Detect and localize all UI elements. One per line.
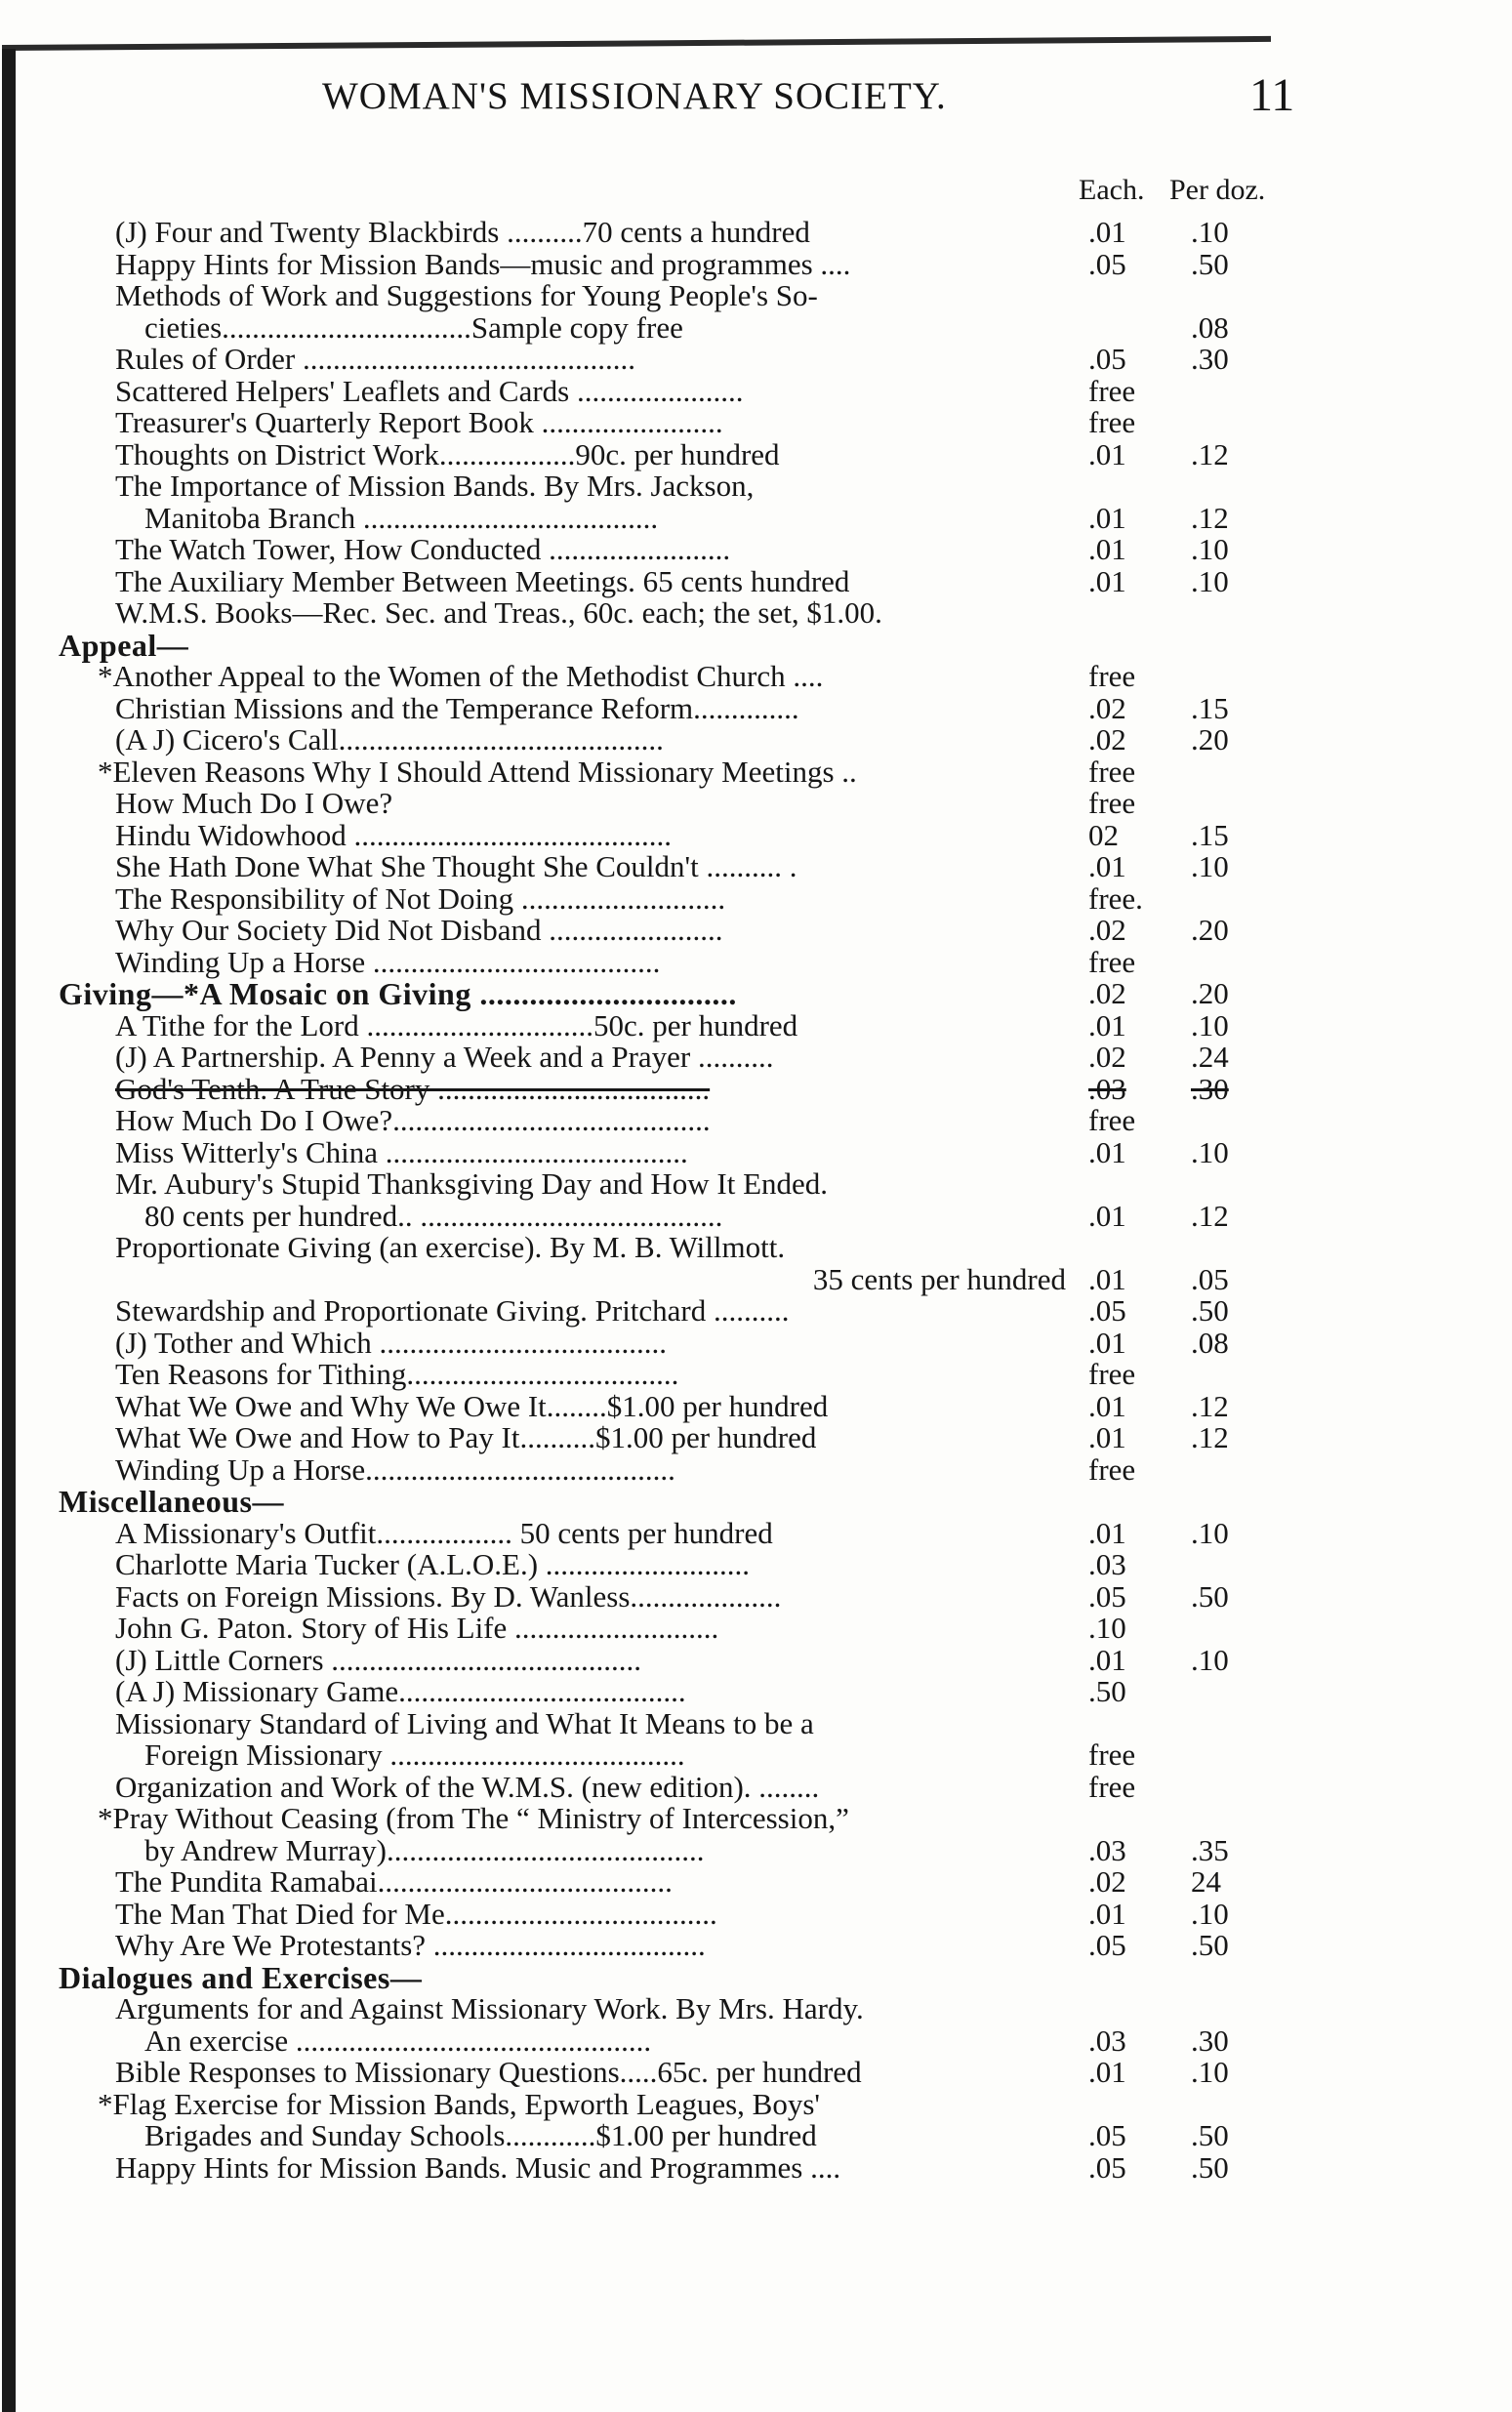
page-header (0, 68, 1512, 127)
list-item (0, 1866, 1512, 1899)
list-item (0, 344, 1512, 376)
item-title: *Another Appeal to the Women of the Methodist Church .... (98, 659, 824, 693)
price-per-dozen: .15 (1191, 690, 1229, 725)
item-title: Arguments for and Against Missionary Work. By Mrs. Hardy. (115, 1991, 864, 2025)
price-each: .01 (1088, 436, 1126, 471)
item-title: The Pundita Ramabai....................................... (115, 1864, 673, 1899)
item-title: How Much Do I Owe?.......................................... (115, 1103, 711, 1137)
item-title: (J) Little Corners ......................................... (115, 1642, 642, 1677)
item-title: Rules of Order ............................................ (115, 342, 635, 376)
price-each: .02 (1088, 690, 1126, 725)
price-each: free (1088, 944, 1136, 979)
price-per-dozen: .50 (1191, 1293, 1229, 1328)
top-border-rule (2, 36, 1271, 51)
item-title: Happy Hints for Mission Bands—music and programmes .... (115, 246, 851, 281)
list-item (0, 1896, 1512, 1931)
list-item (0, 1042, 1512, 1074)
price-per-dozen: .50 (1191, 2149, 1229, 2185)
item-title: cieties.................................Sample copy free (144, 309, 683, 345)
list-item (0, 1388, 1512, 1423)
price-each: .05 (1088, 246, 1126, 281)
item-title: Mr. Aubury's Stupid Thanksgiving Day and How It Ended. (115, 1166, 829, 1201)
list-item (0, 407, 1512, 439)
price-each: .05 (1088, 1293, 1126, 1328)
price-each: .01 (1088, 1134, 1126, 1169)
price-each: free (1088, 405, 1136, 439)
price-each: free (1088, 1737, 1136, 1772)
item-title: Thoughts on District Work..................90c. per hundred (115, 436, 780, 471)
item-title: The Importance of Mission Bands. By Mrs. Jackson, (115, 469, 755, 503)
item-title: Miss Witterly's China ........................................ (115, 1134, 688, 1169)
list-item (0, 436, 1512, 471)
item-title: John G. Paton. Story of His Life ........................... (115, 1611, 719, 1645)
list-item (0, 788, 1512, 820)
list-item (0, 1993, 1512, 2025)
price-each: .03 (1088, 2023, 1126, 2058)
item-title: What We Owe and How to Pay It..........$1.00 per hundred (115, 1420, 817, 1454)
item-title: (A J) Cicero's Call........................................... (115, 722, 664, 756)
section-heading (0, 978, 1512, 1010)
item-title: Dialogues and Exercises— (59, 1959, 423, 1995)
price-list (0, 217, 1512, 2184)
list-item (0, 1359, 1512, 1391)
item-title: An exercise ............................................... (144, 2023, 652, 2058)
item-title: (J) A Partnership. A Penny a Week and a Prayer .......... (115, 1040, 774, 1074)
item-title: Facts on Foreign Missions. By D. Wanless.................... (115, 1578, 782, 1614)
item-title: Treasurer's Quarterly Report Book ........................ (115, 405, 723, 439)
price-each: .01 (1088, 1896, 1126, 1931)
list-item (0, 1739, 1512, 1772)
price-per-dozen: .12 (1191, 1198, 1229, 1233)
item-title: God's Tenth. A True Story .................................... (115, 1071, 711, 1106)
list-item (0, 2086, 1512, 2121)
item-title: 80 cents per hundred.. ........................................ (144, 1198, 723, 1233)
list-item (0, 1642, 1512, 1677)
price-per-dozen: .08 (1191, 309, 1229, 345)
list-item (0, 661, 1512, 693)
item-title: The Man That Died for Me.................................... (115, 1896, 717, 1931)
item-title: Scattered Helpers' Leaflets and Cards ...................... (115, 373, 744, 408)
item-title: Ten Reasons for Tithing.................................... (115, 1357, 679, 1391)
item-title: by Andrew Murray).......................................... (144, 1832, 705, 1867)
list-item (0, 1676, 1512, 1708)
item-title: She Hath Done What She Thought She Couldn't .......... . (115, 849, 797, 883)
price-per-dozen: .20 (1191, 722, 1229, 756)
section-heading (0, 1959, 1512, 1995)
item-title: (J) Tother and Which ...................................... (115, 1325, 667, 1360)
price-each: .02 (1088, 722, 1126, 756)
price-per-dozen: .20 (1191, 976, 1229, 1010)
price-each: .01 (1088, 215, 1126, 249)
list-item (0, 2120, 1512, 2152)
list-item (0, 1451, 1512, 1487)
item-title: The Auxiliary Member Between Meetings. 65 cents hundred (115, 563, 850, 598)
price-each: .10 (1088, 1611, 1126, 1645)
item-title: *Pray Without Ceasing (from The “ Ministry of Intercession,” (98, 1801, 849, 1835)
item-title: A Missionary's Outfit.................. 50 cents per hundred (115, 1515, 773, 1550)
list-item (0, 1769, 1512, 1804)
item-title: Missionary Standard of Living and What It Means to be a (115, 1705, 814, 1740)
list-item (0, 756, 1512, 789)
price-each: free (1088, 1451, 1136, 1487)
list-item (0, 1578, 1512, 1614)
list-item (0, 817, 1512, 852)
price-each: .05 (1088, 1578, 1126, 1614)
price-per-dozen: .24 (1191, 1040, 1229, 1074)
price-each: .01 (1088, 532, 1126, 566)
item-title: Brigades and Sunday Schools............$1.00 per hundred (144, 2118, 817, 2152)
price-each: .01 (1088, 1388, 1126, 1423)
price-each: 02 (1088, 817, 1119, 852)
price-each: .01 (1088, 563, 1126, 598)
item-title: Charlotte Maria Tucker (A.L.O.E.) ........................... (115, 1547, 751, 1581)
price-each: .02 (1088, 1864, 1126, 1899)
price-each: .05 (1088, 342, 1126, 376)
price-per-dozen: .10 (1191, 532, 1229, 566)
list-item (0, 1613, 1512, 1645)
item-title: Stewardship and Proportionate Giving. Pritchard .......... (115, 1293, 790, 1328)
list-item (0, 1515, 1512, 1550)
price-each: free (1088, 1357, 1136, 1391)
price-per-dozen: .10 (1191, 1642, 1229, 1677)
list-item (0, 217, 1512, 249)
price-each: .01 (1088, 1007, 1126, 1042)
list-item (0, 915, 1512, 947)
price-per-dozen: .30 (1191, 1071, 1229, 1106)
price-per-dozen: .15 (1191, 817, 1229, 852)
list-item (0, 2057, 1512, 2089)
item-title: Miscellaneous— (59, 1484, 284, 1519)
price-each: .01 (1088, 849, 1126, 883)
price-per-dozen: .05 (1191, 1261, 1229, 1296)
list-item (0, 2025, 1512, 2058)
item-title: (J) Four and Twenty Blackbirds ..........70 cents a hundred (115, 215, 810, 249)
price-per-dozen: .08 (1191, 1325, 1229, 1360)
price-each: .05 (1088, 1928, 1126, 1962)
price-per-dozen: .10 (1191, 215, 1229, 249)
price-per-dozen: .12 (1191, 500, 1229, 535)
price-each: .01 (1088, 1198, 1126, 1233)
price-per-dozen: .50 (1191, 1928, 1229, 1962)
item-title: W.M.S. Books—Rec. Sec. and Treas., 60c. each; the set, $1.00. (115, 595, 882, 630)
list-item (0, 1803, 1512, 1835)
item-title: Why Are We Protestants? .................................... (115, 1928, 706, 1962)
price-each: free (1088, 1769, 1136, 1804)
price-each: free (1088, 659, 1136, 693)
list-item (0, 1705, 1512, 1740)
price-each: .01 (1088, 1325, 1126, 1360)
list-item (0, 280, 1512, 312)
column-header-per-doz: Per doz. (1169, 174, 1266, 206)
price-each: .03 (1088, 1547, 1126, 1581)
list-item (0, 1832, 1512, 1867)
price-each: free (1088, 786, 1136, 820)
price-each: .01 (1088, 2055, 1126, 2089)
item-title: Foreign Missionary ....................................... (144, 1737, 685, 1772)
price-per-dozen: 24 (1191, 1864, 1221, 1899)
price-each: .05 (1088, 2118, 1126, 2152)
list-item (0, 1422, 1512, 1454)
price-each: .02 (1088, 913, 1126, 947)
running-title: WOMAN'S MISSIONARY SOCIETY. (322, 75, 947, 117)
list-item (0, 880, 1512, 916)
list-item (0, 1007, 1512, 1042)
list-item (0, 597, 1512, 630)
item-title: Organization and Work of the W.M.S. (new edition). ........ (115, 1769, 820, 1804)
item-title: *Eleven Reasons Why I Should Attend Missionary Meetings .. (98, 754, 857, 789)
price-per-dozen: .35 (1191, 1832, 1229, 1867)
list-item (0, 309, 1512, 345)
price-per-dozen: .10 (1191, 1896, 1229, 1931)
list-item (0, 534, 1512, 566)
list-item (0, 1261, 1512, 1296)
price-each: .02 (1088, 976, 1126, 1010)
price-each: .03 (1088, 1832, 1126, 1867)
item-title: Happy Hints for Mission Bands. Music and Programmes .... (115, 2149, 841, 2185)
list-item (0, 1549, 1512, 1581)
list-item (0, 1198, 1512, 1233)
price-each: free (1088, 373, 1136, 408)
price-each: .02 (1088, 1040, 1126, 1074)
list-item (0, 470, 1512, 503)
list-item (0, 373, 1512, 408)
list-item (0, 690, 1512, 725)
list-item (0, 1168, 1512, 1201)
item-title: Christian Missions and the Temperance Reform.............. (115, 690, 799, 725)
price-per-dozen: .10 (1191, 2055, 1229, 2089)
price-per-dozen: .30 (1191, 2023, 1229, 2058)
price-per-dozen: .12 (1191, 1420, 1229, 1454)
list-item (0, 724, 1512, 756)
price-each: free (1088, 1103, 1136, 1137)
item-title: Giving—*A Mosaic on Giving ............................... (59, 976, 737, 1011)
list-item (0, 1295, 1512, 1328)
list-item (0, 500, 1512, 535)
list-item (0, 1071, 1512, 1106)
item-title: Manitoba Branch ....................................... (144, 500, 659, 535)
section-heading (0, 627, 1512, 663)
price-each: .05 (1088, 2149, 1126, 2185)
item-title: Why Our Society Did Not Disband ....................... (115, 913, 723, 947)
price-per-dozen: .50 (1191, 246, 1229, 281)
price-per-dozen: .10 (1191, 563, 1229, 598)
list-item (0, 1105, 1512, 1137)
price-each: free. (1088, 880, 1143, 916)
item-title: The Responsibility of Not Doing ........................... (115, 880, 726, 916)
item-title: Winding Up a Horse......................................... (115, 1451, 675, 1487)
page-number: 11 (1249, 69, 1295, 121)
price-per-dozen: .10 (1191, 1134, 1229, 1169)
price-each: free (1088, 754, 1136, 789)
price-per-dozen: .30 (1191, 342, 1229, 376)
price-each: .01 (1088, 1261, 1126, 1296)
list-item (0, 563, 1512, 598)
item-title: Methods of Work and Suggestions for Young People's So- (115, 278, 818, 312)
list-item (0, 1232, 1512, 1264)
list-item (0, 1930, 1512, 1962)
item-title: What We Owe and Why We Owe It........$1.00 per hundred (115, 1388, 829, 1423)
item-title: Proportionate Giving (an exercise). By M. B. Willmott. (115, 1230, 786, 1264)
list-item (0, 246, 1512, 281)
section-heading (0, 1486, 1512, 1518)
price-each: .50 (1088, 1674, 1126, 1708)
item-title: How Much Do I Owe? (115, 786, 393, 820)
price-each: .01 (1088, 1420, 1126, 1454)
price-each: .01 (1088, 500, 1126, 535)
list-item (0, 851, 1512, 883)
list-item (0, 2149, 1512, 2185)
column-header-each: Each. (1079, 174, 1145, 206)
item-title: Bible Responses to Missionary Questions.....65c. per hundred (115, 2055, 862, 2089)
price-per-dozen: .12 (1191, 1388, 1229, 1423)
price-per-dozen: .10 (1191, 849, 1229, 883)
list-item (0, 944, 1512, 979)
item-title: Appeal— (59, 627, 189, 663)
item-title: 35 cents per hundred (812, 1261, 1066, 1296)
price-per-dozen: .10 (1191, 1515, 1229, 1550)
list-item (0, 1325, 1512, 1360)
item-title: Winding Up a Horse ...................................... (115, 944, 661, 979)
list-item (0, 1134, 1512, 1169)
item-title: Hindu Widowhood .......................................... (115, 817, 672, 852)
price-per-dozen: .50 (1191, 2118, 1229, 2152)
item-title: The Watch Tower, How Conducted ........................ (115, 532, 731, 566)
price-each: .01 (1088, 1515, 1126, 1550)
price-per-dozen: .50 (1191, 1578, 1229, 1614)
item-title: *Flag Exercise for Mission Bands, Epworth Leagues, Boys' (98, 2086, 821, 2121)
price-per-dozen: .20 (1191, 913, 1229, 947)
price-per-dozen: .10 (1191, 1007, 1229, 1042)
price-per-dozen: .12 (1191, 436, 1229, 471)
price-each: .01 (1088, 1642, 1126, 1677)
item-title: (A J) Missionary Game...................................... (115, 1674, 686, 1708)
item-title: A Tithe for the Lord ..............................50c. per hundred (115, 1007, 798, 1042)
price-each: .03 (1088, 1071, 1126, 1106)
